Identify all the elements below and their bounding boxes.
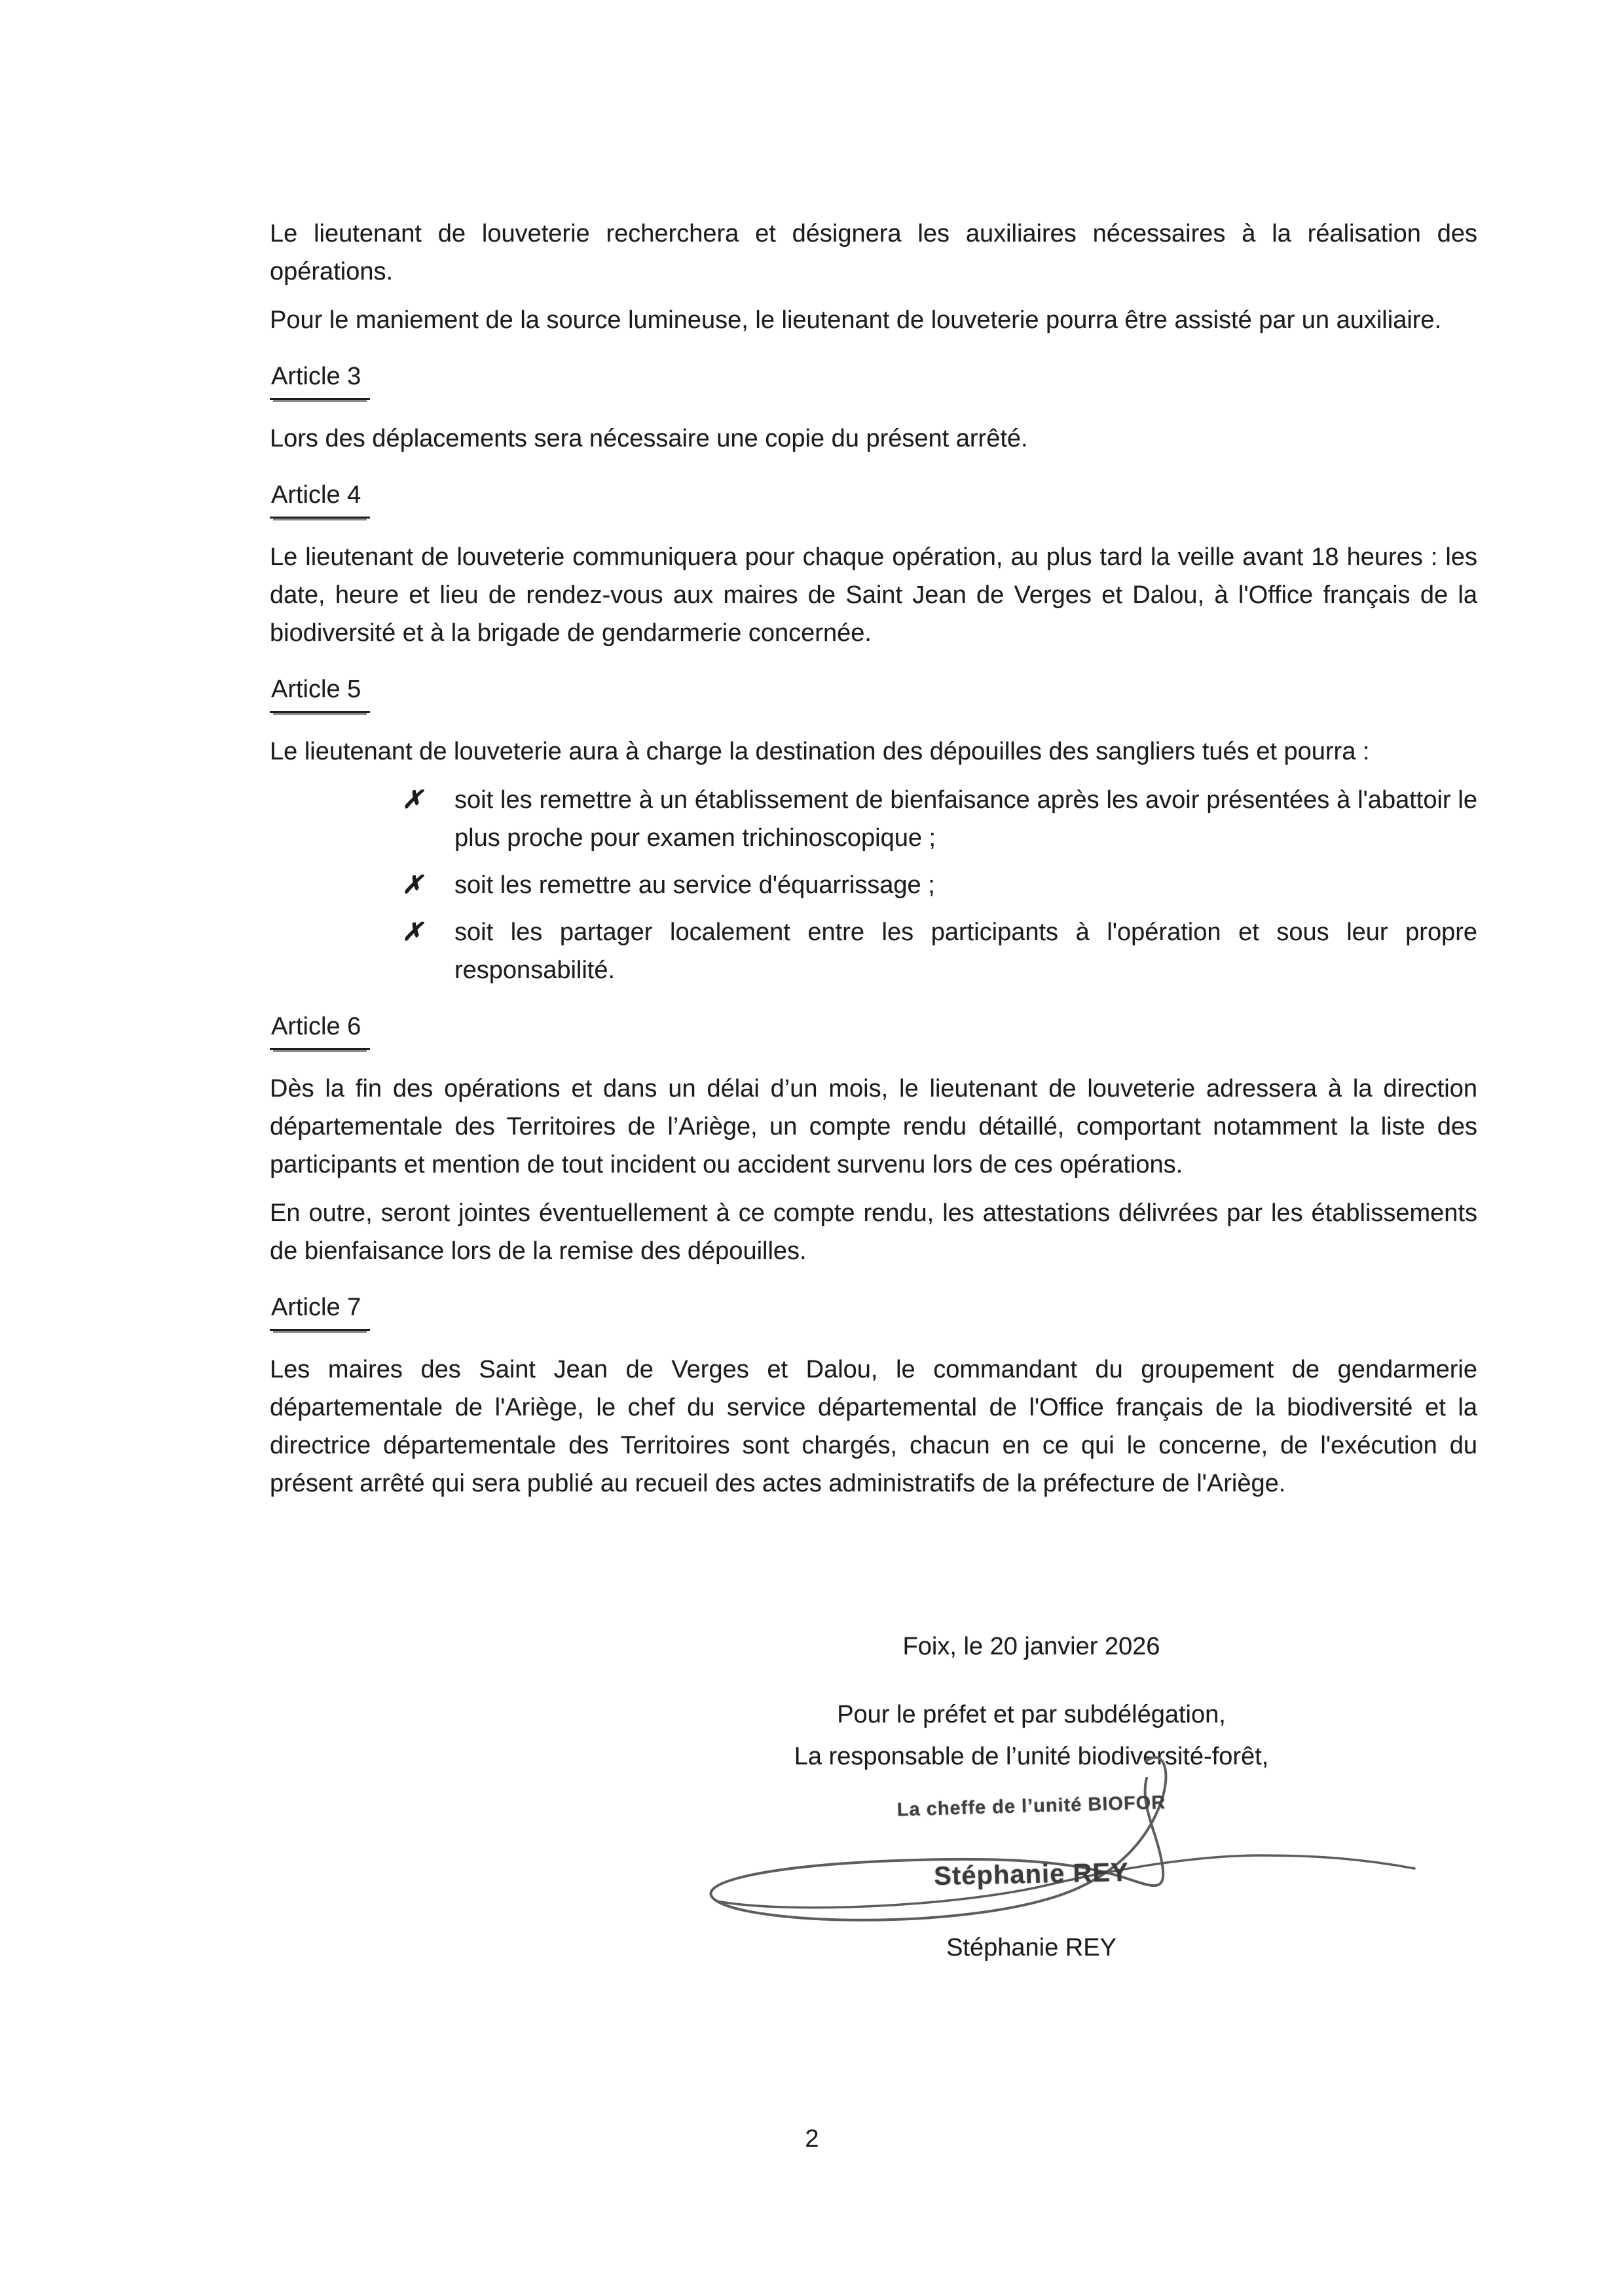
article-4-paragraph: Le lieutenant de louveterie communiquera pour chaque opération, au plus tard la veille avant 18 heures : les date, heure et lieu de rendez-vous aux maires de Saint Jean de Verges et Dalou, à l'Office français de la biodiversité et à la brigade de gendarmerie concernée. xyxy=(270,543,1477,647)
article-5-title: Article 5 xyxy=(270,670,370,713)
cross-bullet-icon: ✗ xyxy=(402,871,423,899)
bullet-text: soit les partager localement entre les participants à l'opération et sous leur propre responsabilité. xyxy=(454,919,1477,984)
stamp-and-signature xyxy=(704,1787,1359,1926)
bullet-text: soit les remettre à un établissement de bienfaisance après les avoir présentées à l'abattoir le plus proche pour examen trichinoscopique ; xyxy=(454,786,1477,852)
article-6-paragraph-1: Dès la fin des opérations et dans un délai d’un mois, le lieutenant de louveterie adressera à la direction départementale des Territoires de l’Ariège, un compte rendu détaillé, comportant notamment la liste des participants et mention de tout incident ou accident survenu lors de ces opérations. xyxy=(270,1075,1477,1178)
article-6-heading xyxy=(270,1008,1477,1050)
article-6-paragraph-2: En outre, seront jointes éventuellement à ce compte rendu, les attestations délivrées par les établissements de bienfaisance lors de la remise des dépouilles. xyxy=(270,1199,1477,1265)
article-7-paragraph: Les maires des Saint Jean de Verges et Dalou, le commandant du groupement de gendarmerie départementale de l'Ariège, le chef du service départemental de l'Office français de la biodiversité et la directrice départementale des Territoires sont chargés, chacun en ce qui le concerne, de l'exécution du présent arrêté qui sera publié au recueil des actes administratifs de la préfecture de l'Ariège. xyxy=(270,1356,1477,1497)
stamp-signer-name: Stéphanie REY xyxy=(933,1857,1130,1891)
bullet-text: soit les remettre au service d'équarrissage ; xyxy=(454,871,935,899)
bullet-list xyxy=(270,781,1477,989)
printed-signer-name: Stéphanie REY xyxy=(946,1934,1116,1961)
article-3-title: Article 3 xyxy=(270,357,370,400)
article-3-heading xyxy=(270,357,1477,400)
place-and-date: Foix, le 20 janvier 2026 xyxy=(902,1633,1160,1660)
bullet-item xyxy=(270,866,1477,904)
article-7-heading xyxy=(270,1288,1477,1331)
document-body xyxy=(270,215,1477,1513)
article-5-paragraph: Le lieutenant de louveterie aura à charge la destination des dépouilles des sangliers tués et pourra : xyxy=(270,738,1370,765)
article-4-heading xyxy=(270,476,1477,519)
delegation-line-1: Pour le préfet et par subdélégation, xyxy=(837,1701,1226,1728)
signature-block xyxy=(704,1628,1359,1967)
article-4-title: Article 4 xyxy=(270,476,370,519)
bullet-item xyxy=(270,781,1477,857)
article-7-title: Article 7 xyxy=(270,1288,370,1331)
article-6-title: Article 6 xyxy=(270,1008,370,1050)
cross-bullet-icon: ✗ xyxy=(402,786,423,814)
stamp-unit-title: La cheffe de l’unité BIOFOR xyxy=(896,1792,1166,1821)
intro-paragraph-2: Pour le maniement de la source lumineuse, le lieutenant de louveterie pourra être assisté par un auxiliaire. xyxy=(270,306,1442,334)
intro-paragraph-1: Le lieutenant de louveterie recherchera et désignera les auxiliaires nécessaires à la réalisation des opérations. xyxy=(270,220,1477,285)
article-5-heading xyxy=(270,670,1477,713)
cross-bullet-icon: ✗ xyxy=(402,919,423,946)
article-3-paragraph: Lors des déplacements sera nécessaire une copie du présent arrêté. xyxy=(270,425,1028,452)
bullet-item xyxy=(270,913,1477,989)
page-number: 2 xyxy=(805,2125,819,2153)
delegation-line-2: La responsable de l’unité biodiversité-forêt, xyxy=(794,1743,1269,1770)
